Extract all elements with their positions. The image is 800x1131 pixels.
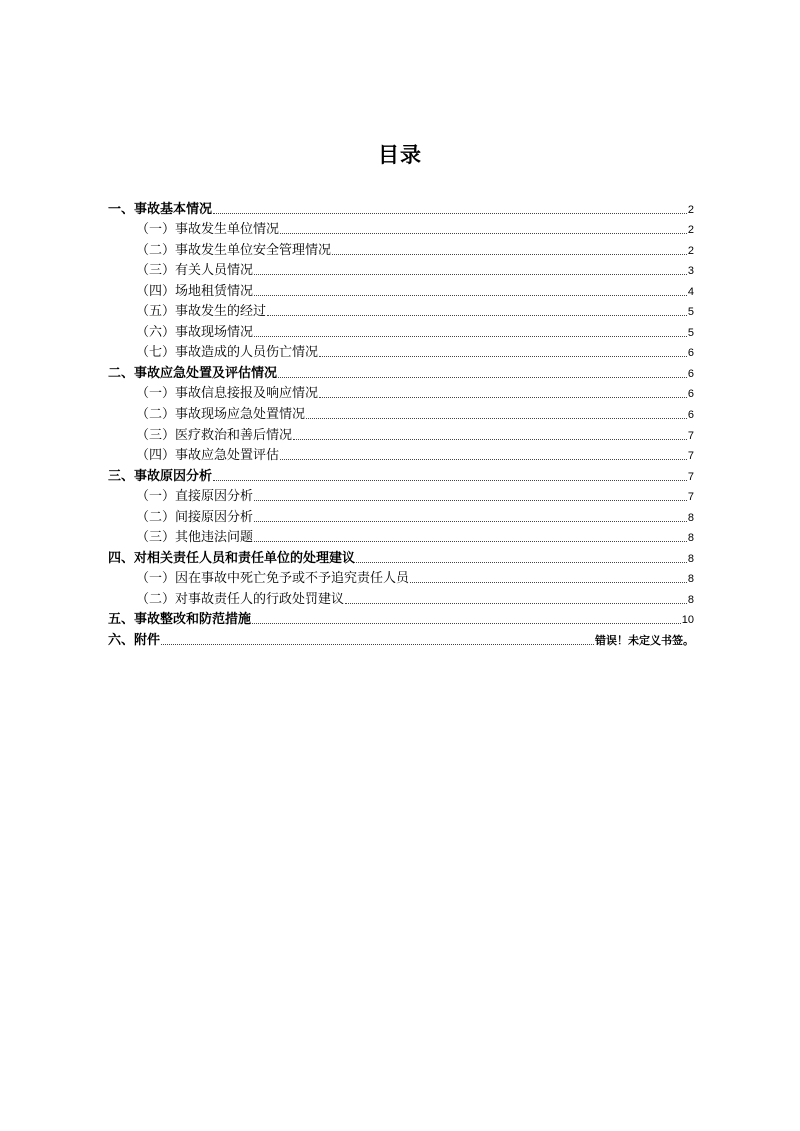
toc-dot-leader — [254, 541, 687, 542]
toc-page-number: 5 — [687, 326, 694, 339]
toc-page-number: 5 — [687, 306, 694, 319]
toc-dot-leader — [280, 459, 687, 460]
toc-entry-text: （一）事故发生单位情况 — [136, 222, 280, 238]
toc-entry-section-4[interactable] — [108, 546, 694, 567]
toc-dot-leader — [254, 295, 687, 296]
toc-page-number: 4 — [687, 285, 694, 298]
toc-page-number: 6 — [687, 367, 694, 380]
toc-page-number: 7 — [687, 470, 694, 483]
toc-entry-section-6[interactable] — [108, 628, 694, 649]
toc-dot-leader — [345, 603, 687, 604]
toc-entry-text: （三）有关人员情况 — [136, 263, 254, 279]
toc-entry-text: （二）间接原因分析 — [136, 509, 254, 525]
toc-entry-text: （二）对事故责任人的行政处罚建议 — [136, 591, 345, 607]
toc-entry-section-3-2[interactable] — [108, 505, 694, 526]
toc-dot-leader — [356, 562, 687, 563]
toc-dot-leader — [293, 439, 687, 440]
toc-page-number: 8 — [687, 552, 694, 565]
toc-dot-leader — [332, 254, 687, 255]
toc-dot-leader — [254, 500, 687, 501]
toc-entry-text: （二）事故发生单位安全管理情况 — [136, 242, 332, 258]
toc-page-number: 7 — [687, 429, 694, 442]
toc-entry-section-1-2[interactable] — [108, 238, 694, 259]
toc-page-number: 8 — [687, 511, 694, 524]
toc-entry-text: （六）事故现场情况 — [136, 324, 254, 340]
toc-entry-text: （四）事故应急处置评估 — [136, 448, 280, 464]
toc-dot-leader — [254, 336, 687, 337]
toc-dot-leader — [280, 233, 687, 234]
toc-dot-leader — [213, 480, 687, 481]
toc-entry-text: （四）场地租赁情况 — [136, 283, 254, 299]
toc-page-number: 7 — [687, 450, 694, 463]
toc-dot-leader — [267, 315, 687, 316]
toc-entry-text: （三）其他违法问题 — [136, 530, 254, 546]
toc-entry-text: 六、附件 — [108, 633, 161, 649]
toc-page-number: 2 — [687, 203, 694, 216]
toc-entry-text: 二、事故应急处置及评估情况 — [108, 365, 278, 381]
toc-entry-section-2-4[interactable] — [108, 444, 694, 465]
toc-entry-text: 一、事故基本情况 — [108, 201, 213, 217]
toc-entry-text: （一）因在事故中死亡免予或不予追究责任人员 — [136, 571, 410, 587]
toc-page-number: 6 — [687, 388, 694, 401]
toc-dot-leader — [319, 356, 687, 357]
toc-entry-section-3-3[interactable] — [108, 526, 694, 547]
toc-entry-section-4-1[interactable] — [108, 567, 694, 588]
toc-entry-section-2-2[interactable] — [108, 402, 694, 423]
toc-entry-section-3-1[interactable] — [108, 485, 694, 506]
toc-entry-text: 三、事故原因分析 — [108, 468, 213, 484]
toc-page-number: 10 — [681, 614, 694, 627]
toc-dot-leader — [306, 418, 687, 419]
toc-entry-section-2[interactable] — [108, 361, 694, 382]
toc-dot-leader — [254, 521, 687, 522]
toc-entry-section-1[interactable] — [108, 197, 694, 218]
toc-entry-text: （二）事故现场应急处置情况 — [136, 407, 306, 423]
toc-entry-section-1-3[interactable] — [108, 259, 694, 280]
toc-entry-section-4-2[interactable] — [108, 587, 694, 608]
toc-page-number: 2 — [687, 224, 694, 237]
toc-dot-leader — [410, 582, 687, 583]
toc-entry-section-5[interactable] — [108, 608, 694, 629]
toc-entry-text: （一）事故信息接报及响应情况 — [136, 386, 319, 402]
toc-page-number: 8 — [687, 573, 694, 586]
toc-page-number: 3 — [687, 265, 694, 278]
table-of-contents — [108, 197, 694, 649]
toc-entry-section-3[interactable] — [108, 464, 694, 485]
toc-entry-text: 四、对相关责任人员和责任单位的处理建议 — [108, 550, 356, 566]
toc-dot-leader — [161, 644, 594, 645]
toc-entry-section-1-5[interactable] — [108, 300, 694, 321]
toc-page-number: 8 — [687, 593, 694, 606]
toc-entry-section-2-1[interactable] — [108, 382, 694, 403]
toc-entry-text: （一）直接原因分析 — [136, 489, 254, 505]
toc-entry-section-1-7[interactable] — [108, 341, 694, 362]
toc-entry-text: （三）医疗救治和善后情况 — [136, 427, 293, 443]
toc-entry-text: （五）事故发生的经过 — [136, 304, 267, 320]
toc-dot-leader — [254, 274, 687, 275]
toc-entry-section-2-3[interactable] — [108, 423, 694, 444]
toc-dot-leader — [319, 397, 687, 398]
toc-dot-leader — [213, 213, 687, 214]
toc-entry-section-1-6[interactable] — [108, 320, 694, 341]
toc-page-number: 6 — [687, 409, 694, 422]
toc-dot-leader — [278, 377, 687, 378]
toc-entry-text: 五、事故整改和防范措施 — [108, 612, 252, 628]
toc-page-number: 6 — [687, 347, 694, 360]
toc-entry-text: （七）事故造成的人员伤亡情况 — [136, 345, 319, 361]
toc-dot-leader — [252, 623, 681, 624]
toc-entry-section-1-1[interactable] — [108, 218, 694, 239]
toc-page-number: 2 — [687, 244, 694, 257]
toc-page-reference-error: 错误！未定义书签。 — [595, 634, 694, 648]
toc-page-number: 8 — [687, 532, 694, 545]
toc-title: 目录 — [378, 143, 422, 167]
toc-entry-section-1-4[interactable] — [108, 279, 694, 300]
toc-page-number: 7 — [687, 491, 694, 504]
